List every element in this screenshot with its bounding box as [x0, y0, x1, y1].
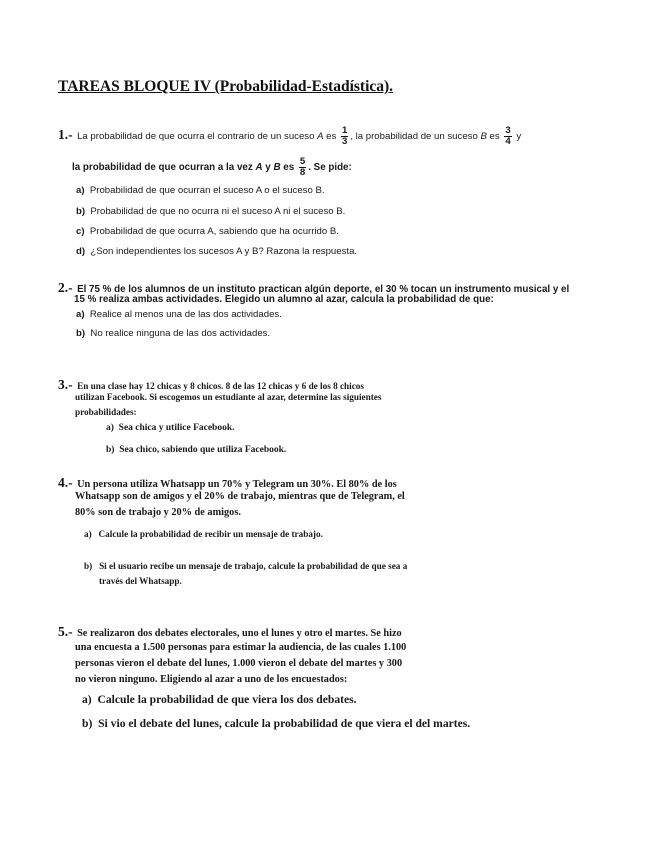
question-number: 2.-	[58, 280, 73, 295]
question-number: 1.-	[58, 127, 73, 143]
question-text: la probabilidad de que ocurran a la vez A y B es $\frac{5}{8}$ . Se pide:	[72, 156, 352, 178]
page-title: TAREAS BLOQUE IV (Probabilidad-Estadística).	[58, 78, 394, 95]
question-text: Un persona utiliza Whatsapp un 70% y Telegram un 30%. El 80% de los	[77, 479, 397, 490]
question-text: Se realizaron dos debates electorales, uno el lunes y otro el martes. Se hizo	[77, 628, 402, 639]
question-5	[58, 623, 402, 641]
question-text: una encuesta a 1.500 personas para estimar la audiencia, de las cuales 1.100	[75, 642, 407, 653]
fraction: $\frac{5}{8}$	[299, 156, 306, 178]
question-text: Whatsapp son de amigos y el 20% de trabajo, mientras que de Telegram, el	[75, 491, 405, 502]
list-item: b) No realice ninguna de las dos actividades.	[76, 328, 271, 339]
question-text: utilizan Facebook. Si escogemos un estudiante al azar, determine las siguientes	[75, 392, 382, 402]
list-item: a) Calcule la probabilidad de recibir un mensaje de trabajo.	[84, 529, 323, 539]
question-text: 15 % realiza ambas actividades. Elegido un alumno al azar, calcula la probabilidad de que:	[74, 294, 494, 305]
list-item: d) ¿Son independientes los sucesos A y B? Razona la respuesta.	[76, 246, 358, 257]
list-item: b) Si vio el debate del lunes, calcule la probabilidad de que viera el del martes.	[82, 717, 471, 730]
list-item: a) Sea chica y utilice Facebook.	[106, 423, 235, 433]
question-text: no vieron ninguno. Eligiendo al azar a uno de los encuestados:	[75, 674, 348, 685]
question-text: La probabilidad de que ocurra el contrario de un suceso A es $\frac{1}{3}$ , la probabilidad de un suceso B es $\frac{3}{4}$ y	[77, 125, 522, 147]
list-item: a) Calcule la probabilidad de que viera los dos debates.	[82, 693, 357, 706]
question-text: probabilidades:	[75, 407, 137, 417]
question-text: En una clase hay 12 chicas y 8 chicos. 8 de las 12 chicas y 6 de los 8 chicos	[77, 381, 364, 391]
list-item: a) Realice al menos una de las dos actividades.	[76, 309, 282, 320]
list-item: a) Probabilidad de que ocurran el suceso A o el suceso B.	[76, 185, 325, 196]
list-item: b) Sea chico, sabiendo que utiliza Facebook.	[106, 445, 287, 455]
question-text: personas vieron el debate del lunes, 1.000 vieron el debate del martes y 300	[75, 658, 403, 669]
list-item: b) Probabilidad de que no ocurra ni el suceso A ni el suceso B.	[76, 206, 346, 217]
list-item-continuation: través del Whatsapp.	[99, 576, 182, 586]
fraction: $\frac{3}{4}$	[505, 125, 511, 147]
question-text: 80% son de trabajo y 20% de amigos.	[75, 507, 241, 518]
question-number: 4.-	[58, 475, 73, 490]
question-4	[58, 474, 397, 492]
question-text: El 75 % de los alumnos de un instituto practican algún deporte, el 30 % tocan un instrumento musical y el	[77, 284, 570, 295]
question-1	[58, 126, 521, 147]
list-item: b) Si el usuario recibe un mensaje de trabajo, calcule la probabilidad de que sea a	[84, 561, 408, 571]
question-number: 3.-	[58, 377, 73, 392]
list-item: c) Probabilidad de que ocurra A, sabiendo que ha ocurrido B.	[76, 226, 339, 237]
fraction: $\frac{1}{3}$	[341, 125, 348, 147]
question-number: 5.-	[58, 624, 73, 639]
